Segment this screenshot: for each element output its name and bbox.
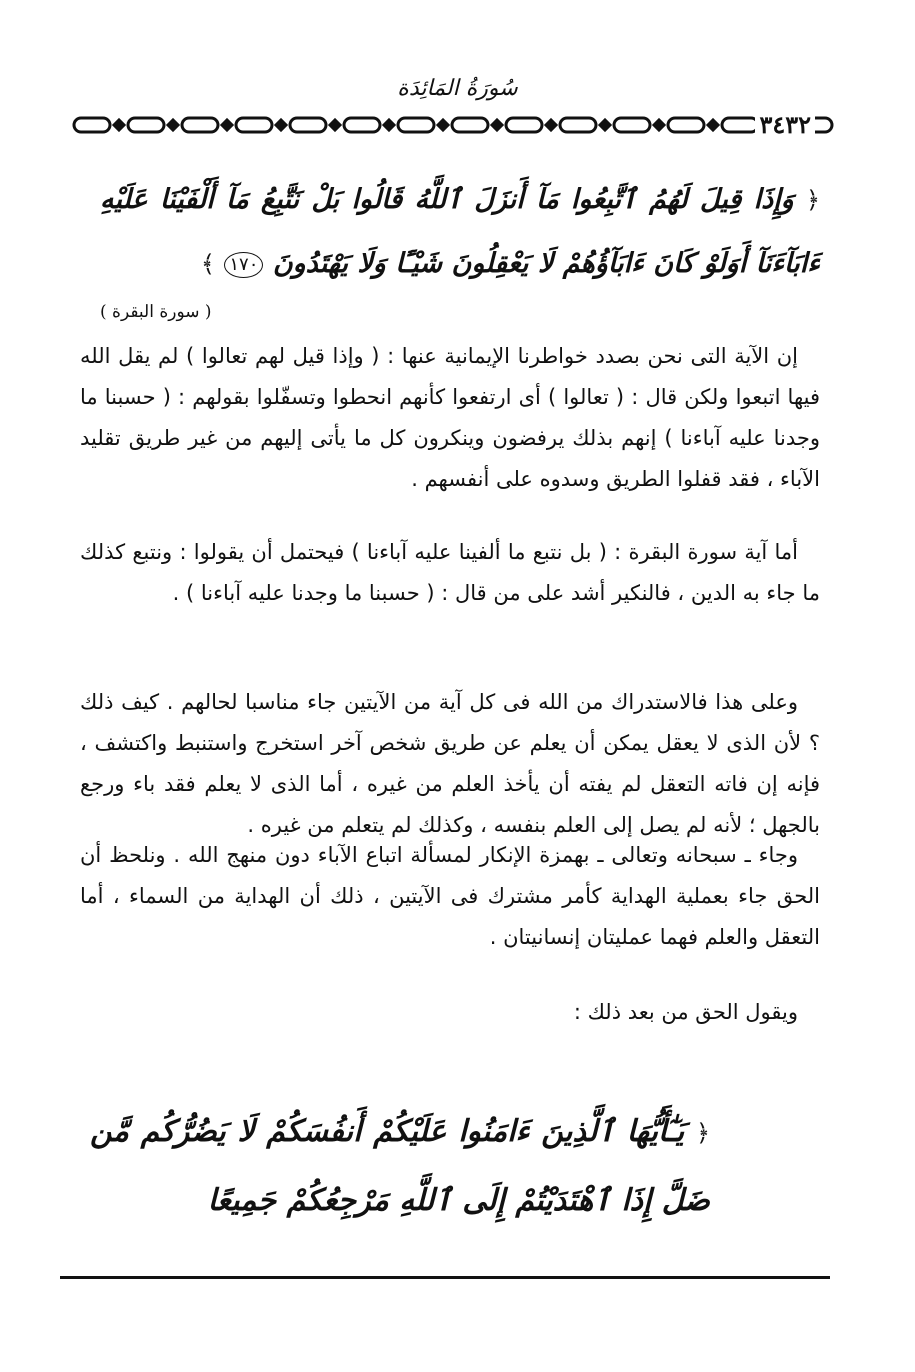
chain-diamond: [330, 120, 340, 130]
verse-number: ١٧٠: [224, 252, 263, 278]
chain-link: [560, 118, 596, 132]
verse-close-ornament: ﴾: [200, 250, 215, 278]
verse-170-text: وَإِذَا قِيلَ لَهُمُ ٱتَّبِعُوا مَآ أَنزَلَ ٱللَّهُ قَالُوا بَلْ نَتَّبِعُ مَآ أَلْفَيْنَا عَلَيْهِ ءَابَآءَنَآ أَوَلَوْ كَانَ ءَابَآؤُهُمْ لَا يَعْقِلُونَ شَيْـًٔا وَلَا يَهْتَدُونَ: [100, 184, 820, 279]
chain-diamond: [546, 120, 556, 130]
chain-diamond: [708, 120, 718, 130]
verse-next-text: يَـٰٓأَيُّهَا ٱلَّذِينَ ءَامَنُوا عَلَيْكُمْ أَنفُسَكُمْ لَا يَضُرُّكُم مَّن ضَلَّ إِذَا ٱهْتَدَيْتُمْ إِلَى ٱللَّهِ مَرْجِعُكُمْ جَمِيعًا: [90, 1114, 710, 1218]
page-number: ٣٤٣٢: [755, 110, 815, 140]
verse-open-ornament: ﴿: [805, 186, 820, 214]
paragraph-3-text: وعلى هذا فالاستدراك من الله فى كل آية من الآيتين جاء مناسبا لحالهم . كيف ذلك ؟ لأن الذى لا يعقل يمكن أن يعلم عن طريق شخص آخر استخرج واستنبط واكتشف ، فإنه إن فاته التعقل لم يفته أن يأخذ العلم من غيره ، أما الذى لا يعلم فقد باء ورجع بالجهل ؛ لأنه لم يصل إلى العلم بنفسه ، وكذلك لم يتعلم من غيره .: [80, 690, 820, 837]
chain-diamond: [654, 120, 664, 130]
paragraph-4: [80, 835, 820, 958]
chain-diamond: [384, 120, 394, 130]
chain-link: [74, 118, 110, 132]
ornament-chain: [68, 110, 838, 140]
footer-rule: [60, 1276, 830, 1279]
paragraph-1-text: إن الآية التى نحن بصدد خواطرنا الإيمانية عنها : ( وإذا قيل لهم تعالوا ) لم يقل الله فيها اتبعوا ولكن قال : ( تعالوا ) أى ارتفعوا كأنهم انحطوا وتسفّلوا بقولهم : ( حسبنا ما وجدنا عليه آباءنا ) إنهم بذلك يرفضون وينكرون كل ما يأتى إليهم من غير طريق تقليد الآباء ، فقد قفلوا الطريق وسدوه على أنفسهم .: [80, 344, 820, 491]
paragraph-2-text: أما آية سورة البقرة : ( بل نتبع ما ألفينا عليه آباءنا ) فيحتمل أن يقولوا : ونتبع كذلك ما جاء به الدين ، فالنكير أشد على من قال : ( حسبنا ما وجدنا عليه آباءنا ) .: [80, 540, 820, 605]
chain-diamond: [492, 120, 502, 130]
chain-diamond: [114, 120, 124, 130]
chain-link: [236, 118, 272, 132]
chain-link: [452, 118, 488, 132]
chain-link: [398, 118, 434, 132]
chain-link: [668, 118, 704, 132]
chain-diamond: [168, 120, 178, 130]
chain-diamond: [600, 120, 610, 130]
chain-diamond: [276, 120, 286, 130]
chain-diamond: [438, 120, 448, 130]
source-reference: ( سورة البقرة ): [100, 302, 212, 322]
paragraph-4-text: وجاء ـ سبحانه وتعالى ـ بهمزة الإنكار لمسألة اتباع الآباء دون منهج الله . ونلحظ أن الحق جاء بعملية الهداية كأمر مشترك فى الآيتين ، ذلك أن الهداية من السماء ، أما التعقل والعلم فهما عمليتان إنسانيتان .: [80, 843, 820, 949]
chain-link: [128, 118, 164, 132]
chain-link: [506, 118, 542, 132]
verse-next: [90, 1098, 710, 1235]
chain-link: [290, 118, 326, 132]
chain-link: [722, 118, 758, 132]
surah-header: سُورَةُ المَائِدَة: [397, 76, 518, 101]
chain-link: [182, 118, 218, 132]
paragraph-5-text: ويقول الحق من بعد ذلك :: [573, 1000, 798, 1024]
verse-open-ornament-2: ﴿: [695, 1119, 711, 1147]
chain-diamond: [222, 120, 232, 130]
paragraph-5: [300, 992, 820, 1033]
chain-link: [344, 118, 380, 132]
chain-link: [614, 118, 650, 132]
paragraph-1: [80, 336, 820, 500]
verse-170: [100, 168, 820, 296]
paragraph-2: [80, 532, 820, 614]
paragraph-3: [80, 682, 820, 846]
